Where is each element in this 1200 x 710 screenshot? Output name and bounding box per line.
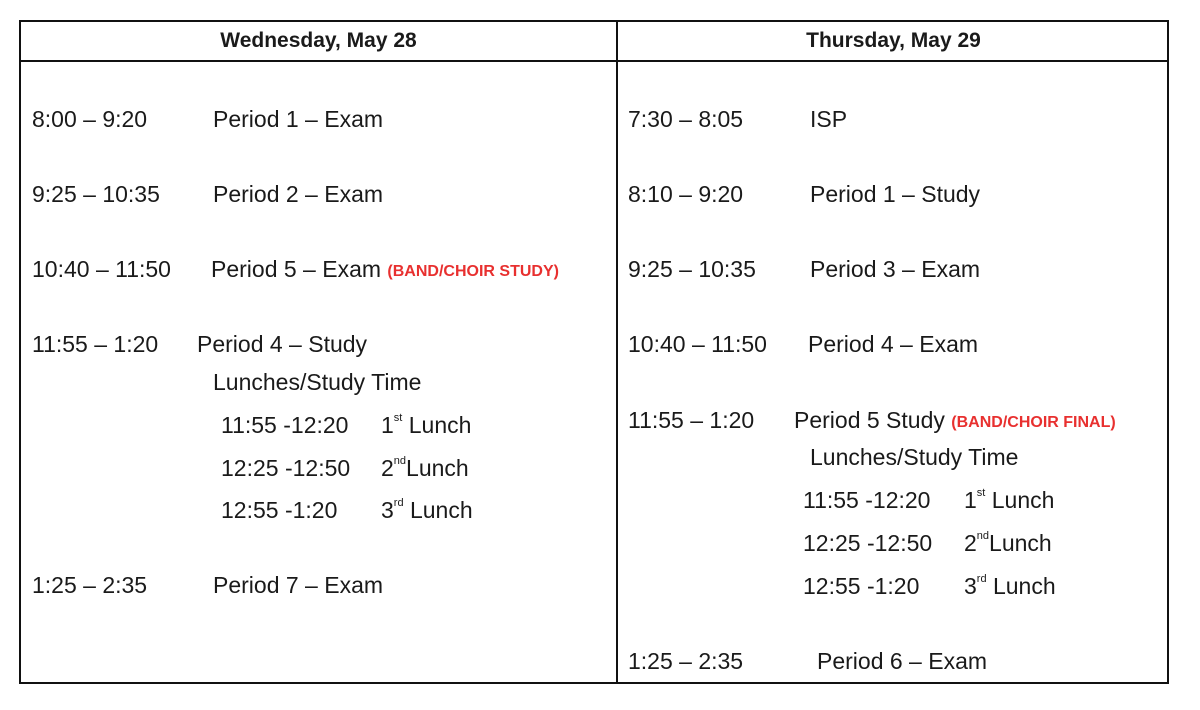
thu-lunch-2-time: 12:25 -12:50 — [803, 530, 933, 556]
wed-lunch-2-num: 2 — [381, 455, 394, 481]
wed-lunch-2-word: Lunch — [406, 455, 469, 481]
thu-lunch-heading: Lunches/Study Time — [810, 444, 1019, 470]
thu-row-4-label: Period 4 – Exam — [808, 331, 979, 357]
thu-row-5-label: Period 5 Study — [794, 407, 945, 433]
header-divider — [21, 60, 1167, 62]
thu-row-6-label: Period 6 – Exam — [817, 648, 988, 674]
wed-row-3-label: Period 5 – Exam — [211, 256, 382, 282]
wed-lunch-1-sup: st — [393, 412, 403, 425]
wed-lunch-3-word: Lunch — [409, 497, 473, 523]
thu-lunch-3-word: Lunch — [992, 573, 1056, 599]
wed-lunch-1-word: Lunch — [408, 412, 472, 438]
wed-row-4-time: 11:55 – 1:20 — [32, 331, 159, 357]
thu-lunch-3-sup: rd — [976, 573, 987, 586]
thu-row-5-entry — [794, 406, 1116, 438]
thu-row-3-time: 9:25 – 10:35 — [628, 256, 756, 282]
wed-lunch-1-name — [381, 411, 471, 439]
wed-lunch-3-num: 3 — [381, 497, 394, 523]
wednesday-header: Wednesday, May 28 — [220, 29, 417, 52]
wed-row-3-time: 10:40 – 11:50 — [32, 256, 171, 282]
thu-lunch-3-time: 12:55 -1:20 — [803, 573, 920, 599]
thu-lunch-1-sup: st — [976, 487, 986, 500]
wed-row-4-label: Period 4 – Study — [197, 331, 368, 357]
wed-lunch-2-name — [381, 454, 469, 482]
thu-lunch-2-sup: nd — [976, 530, 990, 543]
column-divider — [616, 22, 618, 682]
wed-lunch-2-time: 12:25 -12:50 — [221, 455, 351, 481]
wed-lunch-3-sup: rd — [393, 497, 404, 510]
thu-row-2-label: Period 1 – Study — [810, 181, 981, 207]
wed-lunch-3-time: 12:55 -1:20 — [221, 497, 338, 523]
thu-row-4-time: 10:40 – 11:50 — [628, 331, 767, 357]
thu-lunch-1-time: 11:55 -12:20 — [803, 487, 931, 513]
thursday-header: Thursday, May 29 — [806, 29, 981, 52]
thu-row-1-time: 7:30 – 8:05 — [628, 106, 744, 132]
thu-lunch-1-name — [964, 486, 1054, 514]
wed-lunch-1-time: 11:55 -12:20 — [221, 412, 349, 438]
wed-lunch-3-name — [381, 496, 473, 524]
thu-lunch-3-name — [964, 572, 1056, 600]
thu-row-3-label: Period 3 – Exam — [810, 256, 981, 282]
thu-row-5-note: (BAND/CHOIR FINAL) — [951, 414, 1116, 431]
wed-row-3-note: (BAND/CHOIR STUDY) — [387, 263, 559, 280]
wed-lunch-2-sup: nd — [393, 455, 407, 468]
wed-row-2-time: 9:25 – 10:35 — [32, 181, 160, 207]
thu-lunch-3-num: 3 — [964, 573, 977, 599]
thu-row-1-label: ISP — [810, 106, 848, 132]
thu-lunch-2-name — [964, 529, 1052, 557]
wed-lunch-1-num: 1 — [381, 412, 394, 438]
thu-lunch-2-num: 2 — [964, 530, 977, 556]
wed-row-2-label: Period 2 – Exam — [213, 181, 384, 207]
wed-row-3-entry — [211, 255, 559, 287]
thu-lunch-2-word: Lunch — [989, 530, 1052, 556]
wed-row-5-time: 1:25 – 2:35 — [32, 572, 148, 598]
thu-lunch-1-word: Lunch — [991, 487, 1055, 513]
thu-lunch-1-num: 1 — [964, 487, 977, 513]
wed-row-1-time: 8:00 – 9:20 — [32, 106, 148, 132]
wed-row-1-label: Period 1 – Exam — [213, 106, 384, 132]
thu-row-2-time: 8:10 – 9:20 — [628, 181, 744, 207]
wed-lunch-heading: Lunches/Study Time — [213, 369, 422, 395]
thu-row-5-time: 11:55 – 1:20 — [628, 407, 755, 433]
schedule-table — [19, 20, 1169, 684]
thu-row-6-time: 1:25 – 2:35 — [628, 648, 744, 674]
wed-row-5-label: Period 7 – Exam — [213, 572, 384, 598]
